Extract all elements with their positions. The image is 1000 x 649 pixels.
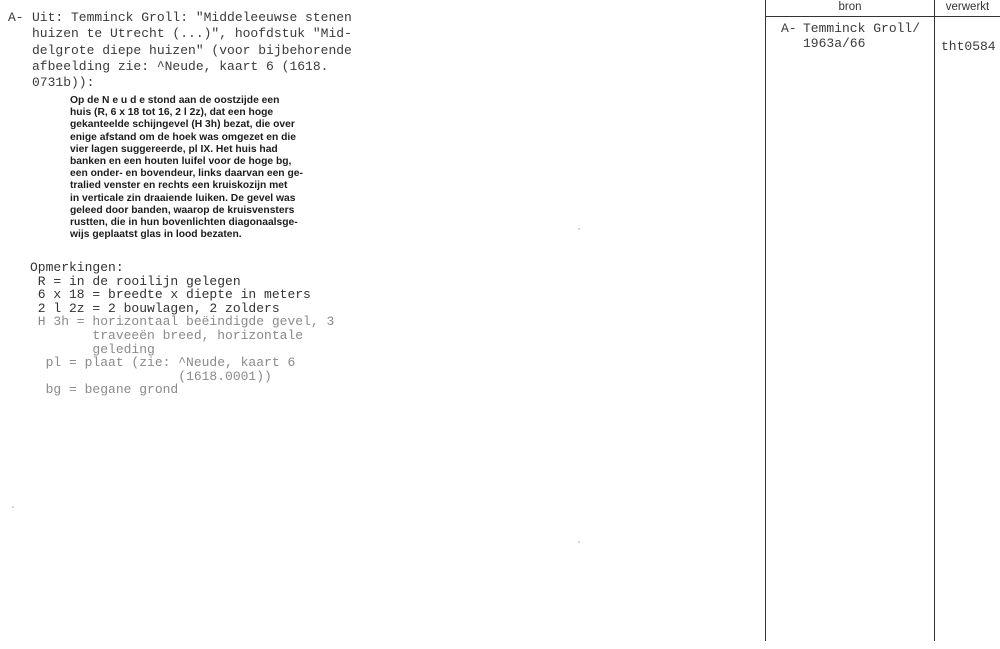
remarks-section <box>30 261 360 397</box>
remark-line: 6 x 18 = breedte x diepte in meters <box>30 287 311 303</box>
remark-line: geleding <box>30 341 155 357</box>
heading-line: Uit: Temminck Groll: "Middeleeuwse stenen <box>32 10 352 25</box>
bron-line: 1963a/66 <box>803 36 866 52</box>
remark-line: pl = plaat (zie: ^Neude, kaart 6 <box>30 355 296 371</box>
quote-line: banken en een houten luifel voor de hoge bg, <box>70 156 292 168</box>
quote-line: geleed door banden, waarop de kruisvensters <box>70 204 295 216</box>
entry-marker: A- <box>8 10 24 25</box>
entry-heading <box>8 10 358 91</box>
heading-line: afbeelding zie: ^Neude, kaart 6 (1618. <box>32 58 329 74</box>
bron-marker: A- <box>781 21 797 36</box>
quote-line: tralied venster en rechts een kruiskozijn met <box>70 180 288 192</box>
column-divider-right <box>934 0 935 641</box>
header-rule <box>765 16 1000 17</box>
bron-lines <box>803 21 920 52</box>
quote-line: wijs geplaatst glas in lood bezaten. <box>70 229 242 241</box>
quote-line: huis (R, 6 x 18 tot 16, 2 l 2z), dat een hoge <box>70 107 274 119</box>
column-divider-left <box>765 0 766 641</box>
remark-line: 2 l 2z = 2 bouwlagen, 2 zolders <box>30 300 280 316</box>
scan-speck <box>578 228 580 230</box>
remark-line: traveeën breed, horizontale <box>30 327 304 343</box>
remark-line: bg = begane grond <box>30 382 179 398</box>
scan-speck <box>12 506 14 508</box>
verwerkt-code: tht0584 <box>941 39 996 54</box>
remark-line: H 3h = horizontaal beëindigde gevel, 3 <box>30 314 335 330</box>
quote-line: gekanteelde schijngevel (H 3h) bezat, die over <box>70 119 295 131</box>
heading-line: 0731b)): <box>32 75 95 91</box>
remark-line: (1618.0001)) <box>30 368 272 384</box>
quote-line: vier lagen suggereerde, pl IX. Het huis had <box>70 143 278 155</box>
quote-line: rustten, die in hun bovenlichten diagonaalsge- <box>70 217 298 229</box>
quote-line: enige afstand om de hoek was omgezet en die <box>70 131 297 143</box>
entry-heading-lines <box>32 10 358 91</box>
bron-entry <box>781 21 920 52</box>
remark-line: R = in de rooilijn gelegen <box>30 273 241 289</box>
column-header-bron: bron <box>838 1 862 13</box>
scan-speck <box>578 541 580 543</box>
quote-line: in verticale zin draaiende luiken. De gevel was <box>70 192 296 204</box>
remarks-title: Opmerkingen: <box>30 260 124 275</box>
quote-line: een onder- en bovendeur, links daarvan een ge- <box>70 168 303 180</box>
quoted-description <box>70 95 330 241</box>
quote-line: Op de N e u d e stond aan de oostzijde een <box>70 95 280 106</box>
heading-line: huizen te Utrecht (...)", hoofdstuk "Mid- <box>32 26 352 42</box>
column-header-verwerkt: verwerkt <box>945 1 990 13</box>
bron-line: Temminck Groll/ <box>803 21 921 36</box>
heading-line: delgrote diepe huizen" (voor bijbehorende <box>32 42 352 58</box>
